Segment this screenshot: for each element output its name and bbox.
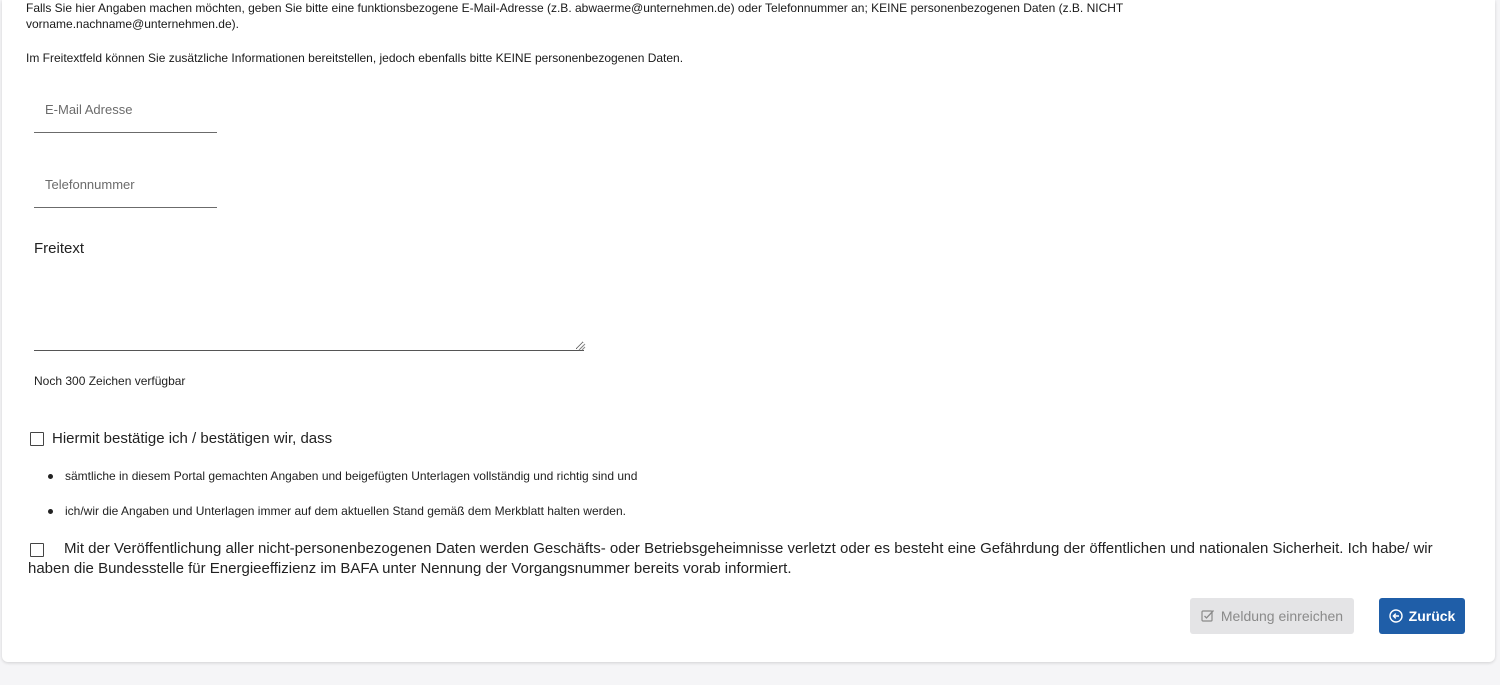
phone-input[interactable] <box>34 169 215 199</box>
back-button-label: Zurück <box>1408 608 1456 624</box>
arrow-left-circle-icon <box>1389 609 1403 623</box>
phone-field-container <box>34 169 217 208</box>
confirm-list-item <box>34 502 626 520</box>
info-text-contact: Falls Sie hier Angaben machen möchten, geben Sie bitte eine funktionsbezogene E-Mail-Adresse (z.B. abwaerme@unternehmen.de) oder Telefonnummer an; KEINE personenbezogenen Daten (z.B. NICHT vorname.nachname@unternehmen.de). <box>26 1 1124 31</box>
email-input[interactable] <box>34 94 215 124</box>
confirm-list-item <box>34 467 637 485</box>
email-field-container <box>34 94 217 133</box>
confirm-checkbox[interactable] <box>30 432 44 446</box>
freitext-textarea[interactable] <box>34 268 584 351</box>
secrets-checkbox-label[interactable]: Mit der Veröffentlichung aller nicht-personenbezogenen Daten werden Geschäfts- oder Betriebsgeheimnisse verletzt oder es besteht eine Gefährdung der öffentlichen und nationalen Sicherheit. Ich habe/ wir haben die Bundesstelle für Energieeffizienz im BAFA unter Nennung der Vorgangsnummer bereits vorab informiert. <box>28 540 1433 577</box>
form-card <box>2 0 1495 662</box>
info-text-freitext: Im Freitextfeld können Sie zusätzliche Informationen bereitstellen, jedoch ebenfalls bitte KEINE personenbezogenen Daten. <box>26 51 684 65</box>
checkbox-edit-icon <box>1201 609 1215 623</box>
confirm-checkbox-label[interactable]: Hiermit bestätige ich / bestätigen wir, dass <box>52 430 333 447</box>
submit-button-label: Meldung einreichen <box>1220 608 1344 624</box>
submit-button[interactable] <box>1190 598 1354 634</box>
bullet-icon <box>48 474 53 479</box>
back-button[interactable] <box>1379 598 1465 634</box>
resize-handle-icon[interactable] <box>578 343 586 351</box>
list-item-text: ich/wir die Angaben und Unterlagen immer auf dem aktuellen Stand gemäß dem Merkblatt halten werden. <box>65 504 626 518</box>
list-item-text: sämtliche in diesem Portal gemachten Angaben und beigefügten Unterlagen vollständig und richtig sind und <box>65 469 638 483</box>
char-count: Noch 300 Zeichen verfügbar <box>34 374 186 388</box>
bullet-icon <box>48 509 53 514</box>
freitext-label: Freitext <box>34 240 85 257</box>
